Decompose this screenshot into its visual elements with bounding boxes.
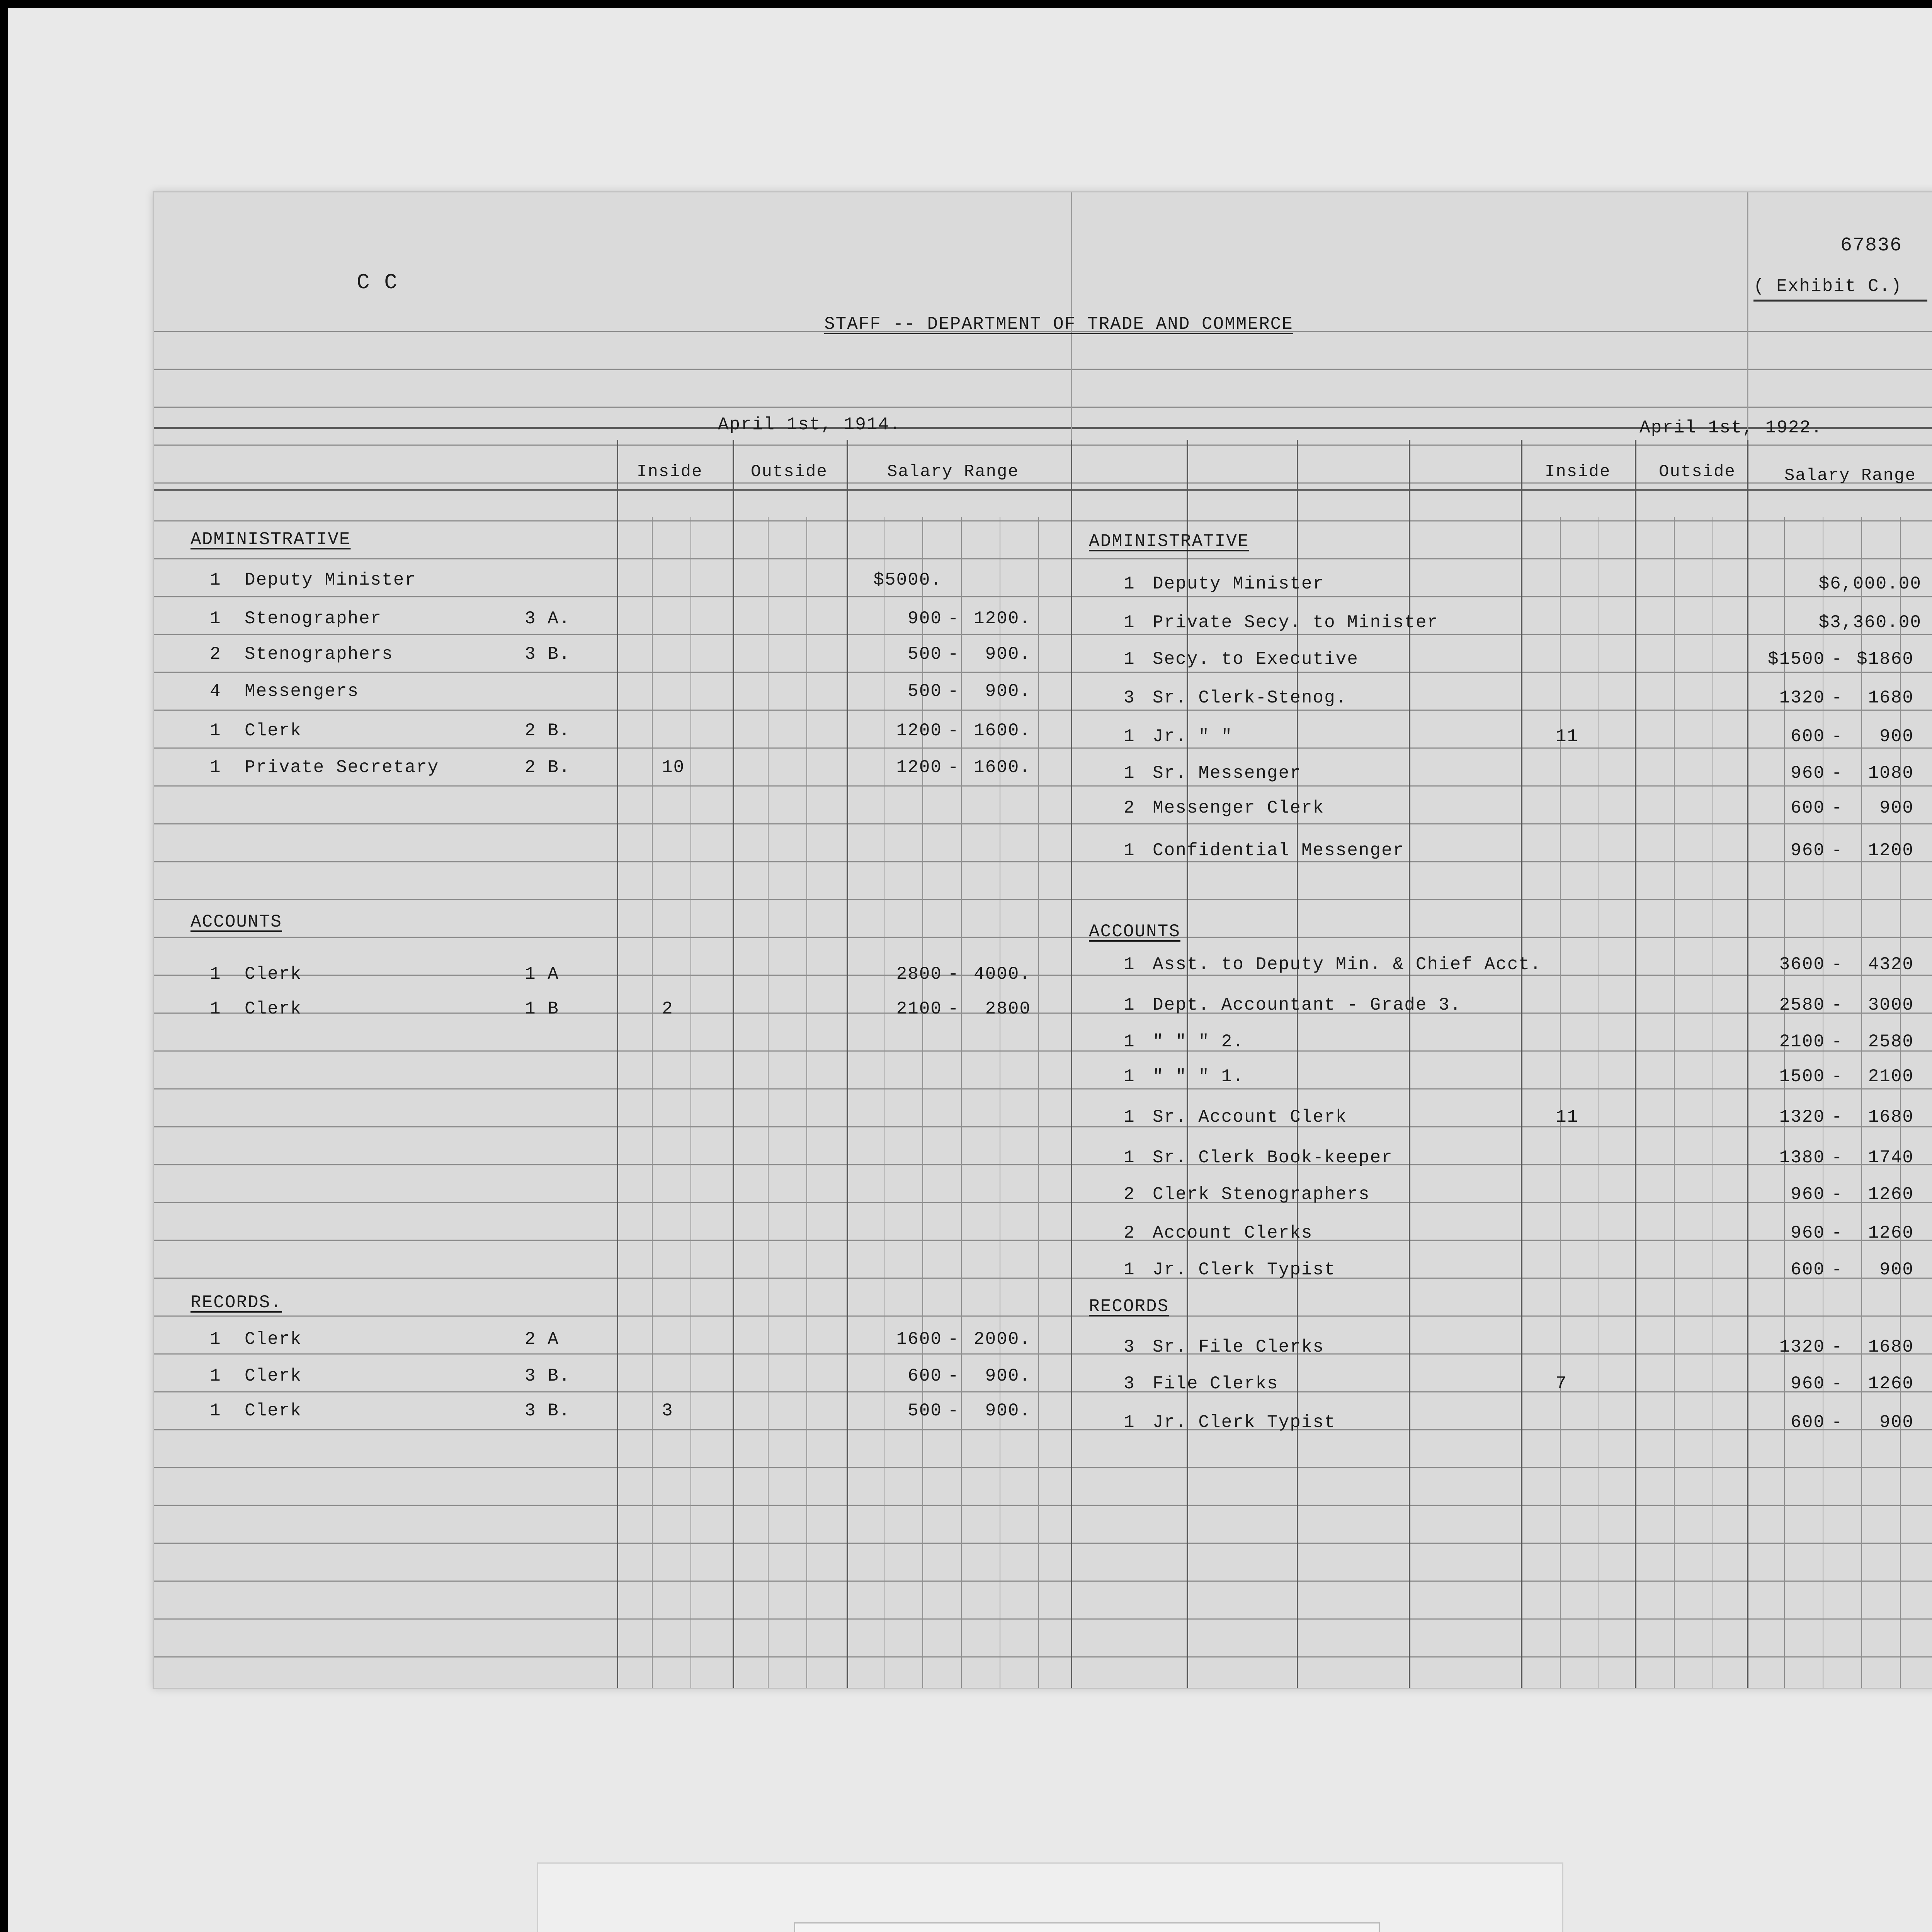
archive-mat	[8, 8, 1932, 1932]
position-title: Clerk Stenographers	[1153, 1184, 1370, 1204]
staff-count: 1	[210, 1329, 221, 1349]
salary-low: $5000.	[873, 570, 942, 590]
salary-low: 2800	[896, 964, 942, 984]
salary-low: 1500	[1779, 1066, 1825, 1087]
staff-count: 1	[210, 757, 221, 777]
salary-low: 500	[908, 1401, 942, 1421]
staff-count: 1	[210, 964, 221, 984]
salary-high: 900	[1879, 1412, 1914, 1432]
salary-high: 900.	[985, 681, 1031, 701]
staff-count: 1	[1124, 1032, 1135, 1052]
salary-high: 1260	[1868, 1374, 1914, 1394]
salary-dash: -	[948, 609, 959, 629]
salary-dash: -	[1832, 1223, 1843, 1243]
staff-count: 2	[210, 644, 221, 664]
staff-count: 4	[210, 681, 221, 701]
salary-high: 1740	[1868, 1148, 1914, 1168]
salary-low: 1600	[896, 1329, 942, 1349]
staff-count: 3	[1124, 1374, 1135, 1394]
staff-count: 2	[1124, 1223, 1135, 1243]
salary-high: 1680	[1868, 1107, 1914, 1127]
position-title: Stenographers	[245, 644, 393, 664]
right-col-outside: Outside	[1659, 462, 1736, 481]
salary-fixed: $6,000.00	[1818, 574, 1922, 594]
position-title: Dept. Accountant - Grade 3.	[1153, 995, 1462, 1015]
salary-high: 4000.	[973, 964, 1031, 984]
salary-low: $1500	[1767, 649, 1825, 669]
staff-count: 1	[1124, 1412, 1135, 1432]
position-title: Jr. Clerk Typist	[1153, 1260, 1336, 1280]
staff-count: 1	[210, 609, 221, 629]
position-title: Messengers	[245, 681, 359, 701]
file-number: 67836	[1840, 235, 1903, 257]
salary-high: 1080	[1868, 763, 1914, 783]
staff-count: 1	[210, 721, 221, 741]
salary-high: 4320	[1868, 954, 1914, 975]
salary-dash: -	[1832, 726, 1843, 747]
position-grade: 2 A	[525, 1329, 559, 1349]
staff-count: 3	[1124, 1337, 1135, 1357]
staff-count: 1	[210, 1401, 221, 1421]
position-title: Account Clerks	[1153, 1223, 1313, 1243]
position-grade: 1 B	[525, 999, 559, 1019]
salary-dash: -	[1832, 1260, 1843, 1280]
position-title: Clerk	[245, 999, 302, 1019]
staff-count: 1	[1124, 649, 1135, 669]
staff-count: 2	[1124, 1184, 1135, 1204]
position-title: Clerk	[245, 1401, 302, 1421]
staff-count: 1	[210, 999, 221, 1019]
salary-low: 600	[1791, 798, 1825, 818]
left-section-heading: ADMINISTRATIVE	[190, 529, 351, 549]
staff-count: 1	[1124, 612, 1135, 633]
left-section-heading: RECORDS.	[190, 1293, 282, 1313]
salary-dash: -	[1832, 763, 1843, 783]
salary-dash: -	[1832, 1184, 1843, 1204]
position-grade: 3 B.	[525, 1366, 571, 1386]
staff-count: 1	[1124, 1260, 1135, 1280]
salary-high: 1680	[1868, 688, 1914, 708]
salary-low: 960	[1791, 1374, 1825, 1394]
right-section-heading: ACCOUNTS	[1089, 922, 1180, 942]
left-col-outside: Outside	[751, 462, 828, 481]
staff-count: 1	[1124, 1107, 1135, 1127]
salary-dash: -	[1832, 1337, 1843, 1357]
position-grade: 1 A	[525, 964, 559, 984]
inside-total: 11	[1556, 726, 1579, 747]
inside-total: 3	[662, 1401, 673, 1421]
right-col-inside: Inside	[1545, 462, 1611, 481]
salary-low: 960	[1791, 1223, 1825, 1243]
salary-dash: -	[1832, 649, 1843, 669]
position-title: File Clerks	[1153, 1374, 1279, 1394]
salary-dash: -	[1832, 840, 1843, 861]
position-grade: 3 B.	[525, 1401, 571, 1421]
salary-dash: -	[1832, 688, 1843, 708]
salary-dash: -	[1832, 1374, 1843, 1394]
staff-count: 1	[210, 570, 221, 590]
salary-fixed: $3,360.00	[1818, 612, 1922, 633]
position-title: Clerk	[245, 964, 302, 984]
position-title: Stenographer	[245, 609, 382, 629]
inside-total: 11	[1556, 1107, 1579, 1127]
salary-low: 960	[1791, 1184, 1825, 1204]
position-title: Deputy Minister	[245, 570, 417, 590]
salary-high: 2580	[1868, 1032, 1914, 1052]
salary-low: 1320	[1779, 688, 1825, 708]
staff-count: 1	[1124, 1148, 1135, 1168]
position-title: Sr. Messenger	[1153, 763, 1301, 783]
collection-slip	[794, 1922, 1380, 1932]
salary-high: 1600.	[973, 721, 1031, 741]
salary-low: 2580	[1779, 995, 1825, 1015]
staff-count: 1	[210, 1366, 221, 1386]
handwritten-mark: C C	[357, 270, 398, 295]
left-section-heading: ACCOUNTS	[190, 912, 282, 932]
staff-count: 1	[1124, 1066, 1135, 1087]
salary-low: 1320	[1779, 1107, 1825, 1127]
salary-low: 900	[908, 609, 942, 629]
document-title: STAFF -- DEPARTMENT OF TRADE AND COMMERCE	[824, 314, 1293, 334]
position-title: Jr. Clerk Typist	[1153, 1412, 1336, 1432]
salary-low: 2100	[1779, 1032, 1825, 1052]
inside-total: 10	[662, 757, 685, 777]
salary-low: 600	[908, 1366, 942, 1386]
salary-low: 500	[908, 681, 942, 701]
right-col-salary: Salary Range	[1784, 466, 1916, 485]
left-col-salary: Salary Range	[887, 462, 1019, 481]
position-title: Private Secretary	[245, 757, 439, 777]
salary-low: 1380	[1779, 1148, 1825, 1168]
position-title: " " " 1.	[1153, 1066, 1244, 1087]
position-title: Private Secy. to Minister	[1153, 612, 1439, 633]
staff-count: 1	[1124, 840, 1135, 861]
salary-high: 2800	[985, 999, 1031, 1019]
salary-dash: -	[948, 999, 959, 1019]
salary-dash: -	[1832, 798, 1843, 818]
staff-count: 1	[1124, 574, 1135, 594]
salary-high: 900.	[985, 1401, 1031, 1421]
salary-dash: -	[1832, 995, 1843, 1015]
salary-high: 900	[1879, 1260, 1914, 1280]
salary-high: 1260	[1868, 1184, 1914, 1204]
ledger-sheet	[153, 191, 1932, 1689]
position-grade: 3 A.	[525, 609, 571, 629]
position-title: " " " 2.	[1153, 1032, 1244, 1052]
salary-low: 1200	[896, 721, 942, 741]
salary-dash: -	[948, 681, 959, 701]
salary-low: 600	[1791, 726, 1825, 747]
salary-high: 2000.	[973, 1329, 1031, 1349]
right-section-heading: RECORDS	[1089, 1296, 1169, 1316]
salary-high: 1680	[1868, 1337, 1914, 1357]
salary-low: 960	[1791, 763, 1825, 783]
position-title: Messenger Clerk	[1153, 798, 1325, 818]
inside-total: 7	[1556, 1374, 1567, 1394]
salary-high: 3000	[1868, 995, 1914, 1015]
salary-dash: -	[948, 1366, 959, 1386]
salary-dash: -	[948, 757, 959, 777]
position-title: Jr. " "	[1153, 726, 1233, 747]
position-grade: 2 B.	[525, 757, 571, 777]
salary-dash: -	[948, 1401, 959, 1421]
salary-low: 2100	[896, 999, 942, 1019]
ledger-grid	[154, 192, 1932, 1688]
salary-high: 900.	[985, 644, 1031, 664]
salary-high: $1860	[1856, 649, 1914, 669]
salary-high: 900.	[985, 1366, 1031, 1386]
salary-dash: -	[1832, 954, 1843, 975]
salary-low: 600	[1791, 1412, 1825, 1432]
position-title: Sr. Clerk Book-keeper	[1153, 1148, 1393, 1168]
salary-dash: -	[1832, 1032, 1843, 1052]
salary-dash: -	[1832, 1148, 1843, 1168]
position-title: Sr. Account Clerk	[1153, 1107, 1347, 1127]
salary-high: 1200	[1868, 840, 1914, 861]
salary-dash: -	[948, 644, 959, 664]
inside-total: 2	[662, 999, 673, 1019]
staff-count: 3	[1124, 688, 1135, 708]
salary-high: 900	[1879, 798, 1914, 818]
position-title: Confidential Messenger	[1153, 840, 1405, 861]
staff-count: 1	[1124, 995, 1135, 1015]
salary-high: 1200.	[973, 609, 1031, 629]
salary-low: 3600	[1779, 954, 1825, 975]
salary-low: 1200	[896, 757, 942, 777]
salary-high: 1260	[1868, 1223, 1914, 1243]
exhibit-label: ( Exhibit C.)	[1753, 276, 1902, 296]
right-section-heading: ADMINISTRATIVE	[1089, 531, 1249, 551]
salary-dash: -	[948, 964, 959, 984]
position-title: Sr. File Clerks	[1153, 1337, 1325, 1357]
left-date: April 1st, 1914.	[718, 415, 901, 435]
position-title: Clerk	[245, 1329, 302, 1349]
salary-low: 960	[1791, 840, 1825, 861]
position-title: Clerk	[245, 1366, 302, 1386]
salary-low: 600	[1791, 1260, 1825, 1280]
staff-count: 1	[1124, 954, 1135, 975]
position-title: Asst. to Deputy Min. & Chief Acct.	[1153, 954, 1542, 975]
position-title: Sr. Clerk-Stenog.	[1153, 688, 1347, 708]
salary-dash: -	[948, 1329, 959, 1349]
position-grade: 3 B.	[525, 644, 571, 664]
salary-high: 1600.	[973, 757, 1031, 777]
staff-count: 1	[1124, 726, 1135, 747]
staff-count: 2	[1124, 798, 1135, 818]
salary-low: 500	[908, 644, 942, 664]
salary-dash: -	[1832, 1107, 1843, 1127]
right-date: April 1st, 1922.	[1639, 418, 1823, 438]
position-grade: 2 B.	[525, 721, 571, 741]
position-title: Clerk	[245, 721, 302, 741]
staff-count: 1	[1124, 763, 1135, 783]
salary-dash: -	[1832, 1412, 1843, 1432]
salary-low: 1320	[1779, 1337, 1825, 1357]
salary-dash: -	[948, 721, 959, 741]
salary-dash: -	[1832, 1066, 1843, 1087]
left-col-inside: Inside	[637, 462, 703, 481]
archive-label	[537, 1862, 1563, 1932]
salary-high: 900	[1879, 726, 1914, 747]
position-title: Deputy Minister	[1153, 574, 1325, 594]
salary-high: 2100	[1868, 1066, 1914, 1087]
position-title: Secy. to Executive	[1153, 649, 1359, 669]
